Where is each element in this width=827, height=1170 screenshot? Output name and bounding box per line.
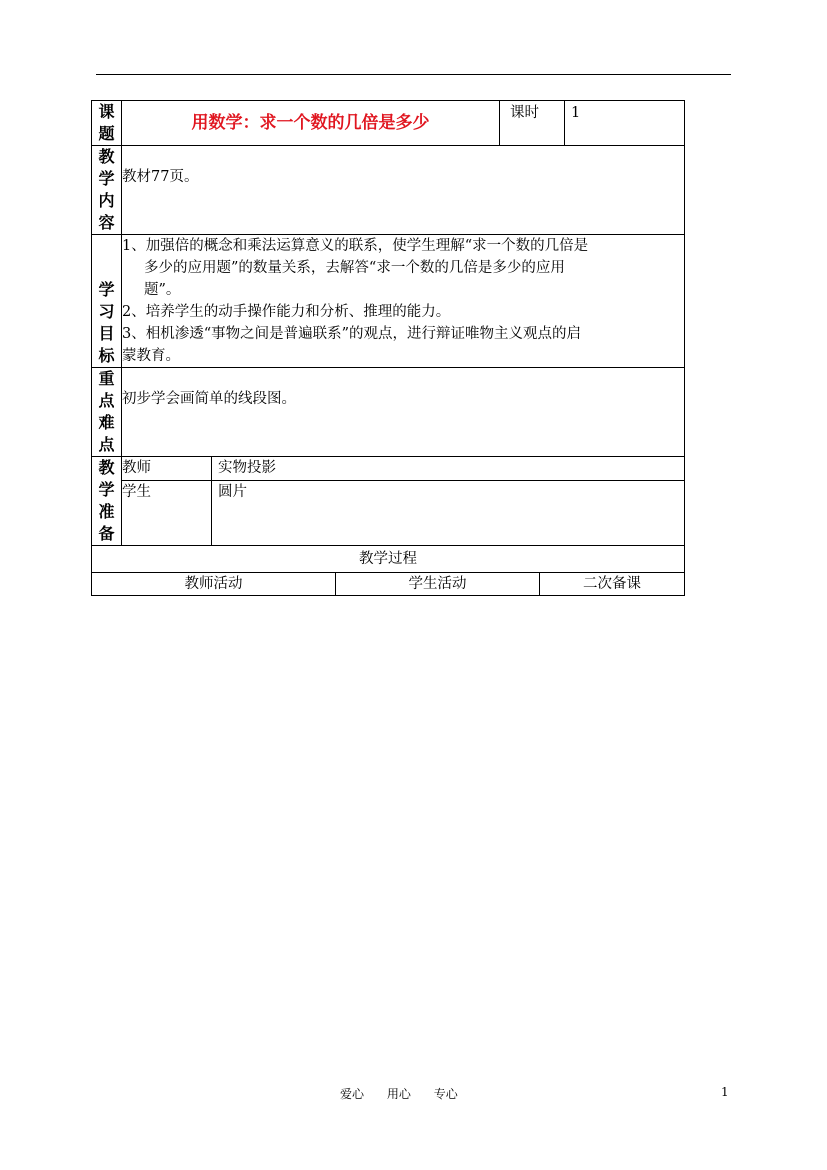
prep-teacher-row <box>92 457 685 481</box>
col-second-prep: 二次备课 <box>540 573 685 596</box>
goals-row <box>92 235 685 368</box>
col-teacher-activity: 教师活动 <box>92 573 336 596</box>
page-number: 1 <box>721 1085 729 1099</box>
topic-label <box>92 101 122 146</box>
process-row <box>92 546 685 573</box>
prep-student-value: 圆片 <box>212 480 685 545</box>
goal-line: 2、培养学生的动手操作能力和分析、推理的能力。 <box>122 304 451 320</box>
content-text: 教材77页。 <box>122 146 685 235</box>
prep-student-row <box>92 480 685 545</box>
prep-label-char: 准 <box>98 502 115 521</box>
process-label: 教学过程 <box>92 546 685 573</box>
prep-label <box>92 457 122 546</box>
key-label <box>92 368 122 457</box>
content-label-char: 教 <box>98 147 115 166</box>
topic-label-char: 题 <box>98 124 115 143</box>
period-label: 课时 <box>500 101 565 146</box>
goals-list <box>122 235 685 368</box>
footer-motto: 爱心 用心 专心 <box>340 1087 458 1101</box>
goals-label-char: 学 <box>98 280 115 299</box>
prep-student-label: 学生 <box>122 480 212 545</box>
goal-line: 多少的应用题”的数量关系，去解答“求一个数的几倍是多少的应用 <box>144 260 565 276</box>
key-text: 初步学会画简单的线段图。 <box>122 368 685 457</box>
period-value: 1 <box>565 101 685 146</box>
key-row <box>92 368 685 457</box>
goal-line: 3、相机渗透“事物之间是普遍联系”的观点，进行辩证唯物主义观点的启 <box>122 326 582 342</box>
goal-line: 1、加强倍的概念和乘法运算意义的联系，使学生理解“求一个数的几倍是 <box>122 238 589 254</box>
prep-teacher-label: 教师 <box>122 457 212 481</box>
goals-label-char: 标 <box>98 346 115 365</box>
goals-label-char: 目 <box>98 324 115 343</box>
key-label-char: 难 <box>98 413 115 432</box>
prep-label-char: 学 <box>98 480 115 499</box>
content-row <box>92 146 685 235</box>
key-label-char: 点 <box>98 391 115 410</box>
col-student-activity: 学生活动 <box>336 573 540 596</box>
topic-row <box>92 101 685 146</box>
content-label-char: 容 <box>98 213 115 232</box>
content-label <box>92 146 122 235</box>
key-label-char: 重 <box>98 369 115 388</box>
content-label-char: 学 <box>98 169 115 188</box>
prep-label-char: 备 <box>98 524 115 543</box>
lesson-plan-table <box>91 100 685 596</box>
goals-label <box>92 235 122 368</box>
content-label-char: 内 <box>98 191 115 210</box>
prep-label-char: 教 <box>98 458 115 477</box>
header-rule <box>96 74 731 75</box>
topic-label-char: 课 <box>98 102 115 121</box>
activity-header-row <box>92 573 685 596</box>
prep-teacher-value: 实物投影 <box>212 457 685 481</box>
key-label-char: 点 <box>98 435 115 454</box>
goal-line: 题”。 <box>144 282 181 298</box>
goals-label-char: 习 <box>98 302 115 321</box>
goal-line: 蒙教育。 <box>122 348 180 364</box>
lesson-title: 用数学：求一个数的几倍是多少 <box>122 101 500 146</box>
